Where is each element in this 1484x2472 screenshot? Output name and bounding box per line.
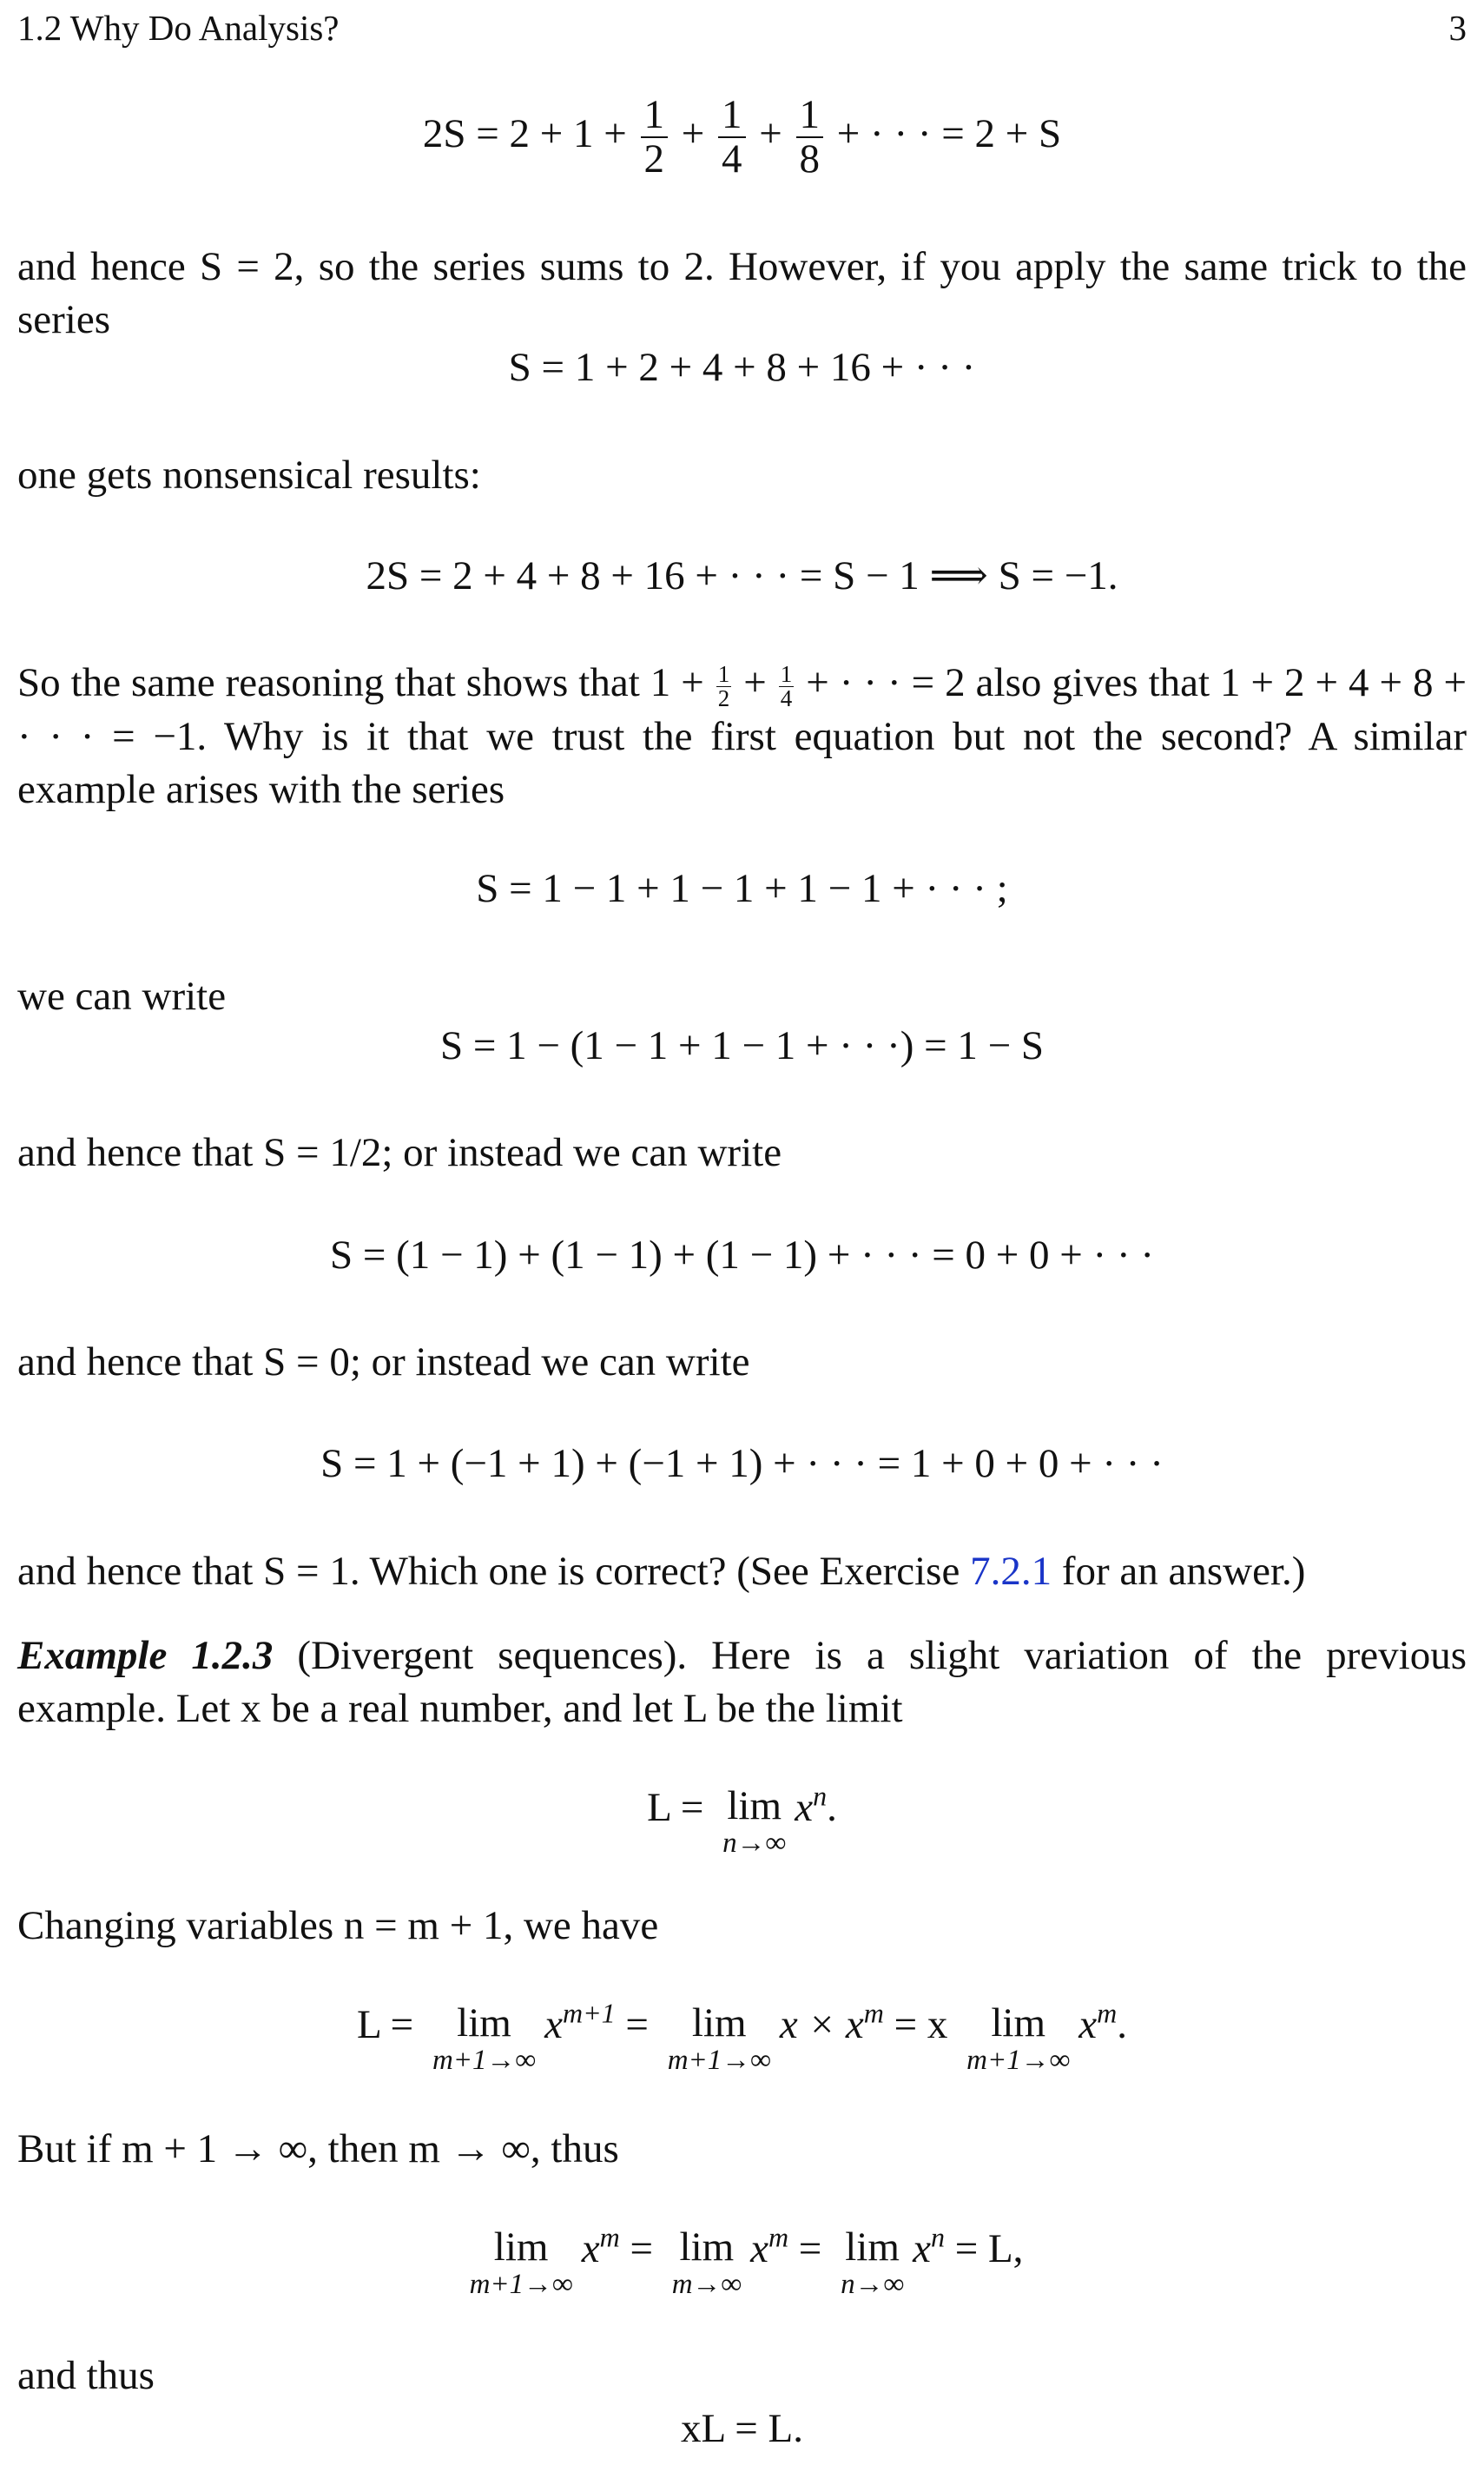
equation-limit-definition: L = lim n→∞ $x^n$.	[647, 1780, 837, 1859]
paragraph: and thus	[17, 2353, 155, 2398]
fraction: $\frac{1}{8}$	[796, 94, 824, 182]
example-label: Example 1.2.3	[17, 1633, 274, 1678]
fraction: $\frac{1}{2}$	[641, 94, 669, 182]
example-paragraph: Example 1.2.3 (Divergent sequences). Here is a slight variation of the previous example. Let x be a real number, and let L be the limit	[17, 1633, 1467, 1731]
paragraph: and hence that S = 0; or instead we can write	[17, 1339, 750, 1385]
equation-xl-equals-l: xL = L.	[681, 2406, 803, 2451]
exercise-link[interactable]: 7.2.1	[970, 1549, 1052, 1594]
limit-operator: lim m+1→∞	[432, 2000, 537, 2076]
limit-operator: lim m→∞	[671, 2224, 742, 2300]
equation-s-equals-1-minus-s: S = 1 − (1 − 1 + 1 − 1 + · · ·) = 1 − S	[439, 1023, 1045, 1068]
paragraph: and hence that S = 1/2; or instead we can write	[17, 1130, 782, 1175]
equation-grouping-zero: S = (1 − 1) + (1 − 1) + (1 − 1) + · · · = 0 + 0 + · · ·	[329, 1233, 1155, 1278]
small-fraction: $\frac{1}{4}$	[780, 660, 793, 711]
eq1-rhs: + · · · = 2 + S	[827, 111, 1062, 157]
equation-powers-of-two: S = 1 + 2 + 4 + 8 + 16 + · · ·	[508, 345, 976, 390]
limit-operator: lim m+1→∞	[966, 2000, 1071, 2076]
paragraph: But if m + 1 → ∞, then m → ∞, thus	[17, 2126, 619, 2171]
running-header-section: 1.2 Why Do Analysis?	[17, 8, 340, 48]
small-fraction: $\frac{1}{2}$	[717, 660, 730, 711]
equation-change-variables: L = lim m+1→∞ $x^{m+1} = \lim$ m+1→∞ $x \times x^m = x$ lim m+1→∞ $x^m$.	[356, 1997, 1128, 2076]
eq1-lhs: 2S = 2 + 1 +	[422, 111, 637, 157]
limit-operator: lim m+1→∞	[667, 2000, 771, 2076]
limit-operator: lim m+1→∞	[469, 2224, 573, 2300]
paragraph: Changing variables n = m + 1, we have	[17, 1903, 659, 1948]
limit-operator: lim n→∞	[722, 1783, 787, 1859]
paragraph: one gets nonsensical results:	[17, 453, 481, 498]
paragraph: and hence S = 2, so the series sums to 2. However, if you apply the same trick to the series	[17, 244, 1467, 342]
equation-grandi-series: S = 1 − 1 + 1 − 1 + 1 − 1 + · · · ;	[476, 866, 1008, 911]
equation-nonsense-result: 2S = 2 + 4 + 8 + 16 + · · · = S − 1 ⟹ S = −1.	[366, 553, 1118, 598]
equation-2s-geometric: 2S = 2 + 1 + $\frac{1}{2}$ + $\frac{1}{4}$ + $\frac{1}{8}$ + · · · = 2 + S	[422, 92, 1062, 182]
fraction: $\frac{1}{4}$	[718, 94, 746, 182]
paragraph: we can write	[17, 974, 227, 1019]
equation-limit-chain: lim m+1→∞ $x^m = \lim$ m→∞ $x^m = \lim$ n→∞ $x^n = L$,	[469, 2221, 1024, 2300]
paragraph-which-correct: and hence that S = 1. Which one is correct? (See Exercise 7.2.1 for an answer.)	[17, 1549, 1306, 1594]
paragraph-same-reasoning: So the same reasoning that shows that 1 + $\frac{1}{2}$ + $\frac{1}{4}$ + · · · = 2 also gives that 1 + 2 + 4 + 8 + · · · = −1. Why is it that we trust the first equation but not the second? A similar example arises with the series	[17, 660, 1468, 812]
page-number: 3	[1448, 8, 1467, 48]
limit-operator: lim n→∞	[841, 2224, 905, 2300]
equation-grouping-one: S = 1 + (−1 + 1) + (−1 + 1) + · · · = 1 + 0 + 0 + · · ·	[320, 1441, 1164, 1486]
